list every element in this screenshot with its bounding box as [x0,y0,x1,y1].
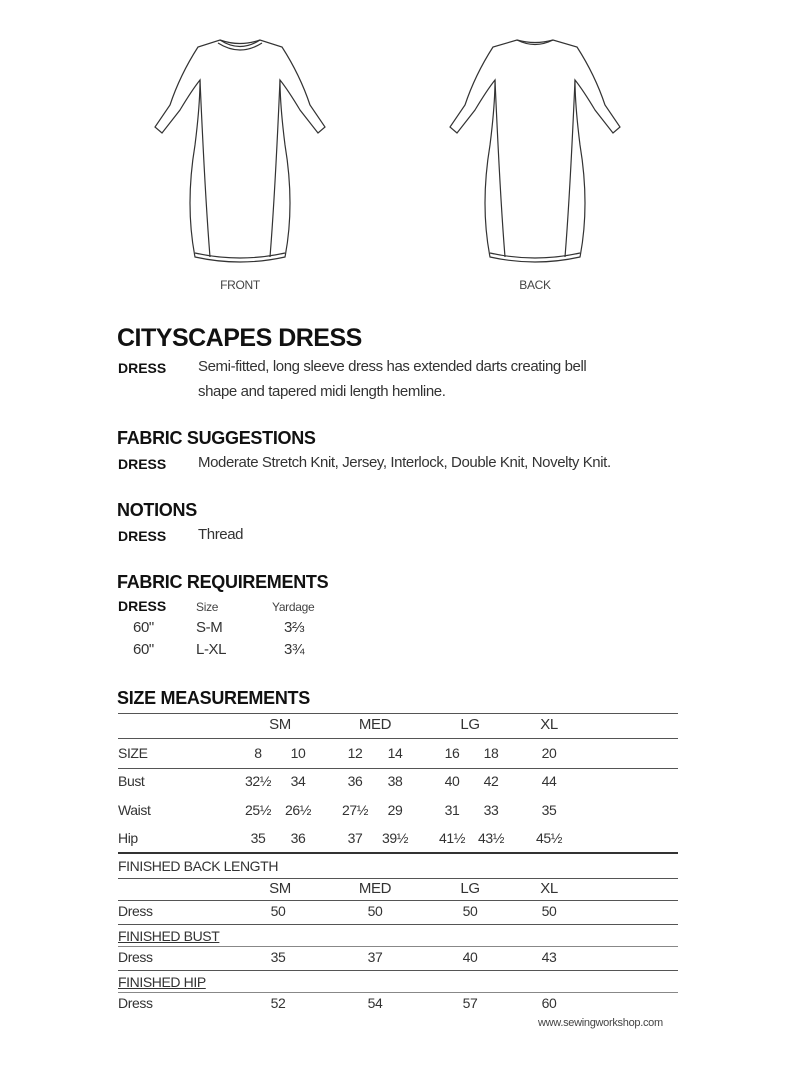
finished-back-length-heading: FINISHED BACK LENGTH [118,858,279,874]
value-cell: 10 [290,745,306,761]
group-header: LG [460,880,480,897]
value-cell: 39½ [381,830,409,846]
group-header: SM [269,716,291,733]
value-cell: 41½ [438,830,466,846]
value-cell: 14 [387,745,403,761]
notions-label: DRESS [118,528,167,544]
divider [118,852,678,854]
finished-hip-heading: FINISHED HIP [118,974,206,990]
group-header: MED [358,880,392,897]
front-dress-sketch [150,35,330,275]
fabric-suggestions-text: Moderate Stretch Knit, Jersey, Interlock, Double Knit, Novelty Knit. [198,454,611,471]
fabric-yardage: 3¾ [284,641,305,658]
value-cell: 16 [444,745,460,761]
notions-heading: NOTIONS [117,500,197,520]
value-cell: 37 [367,949,383,965]
value-cell: 34 [290,773,306,789]
description-line-1: Semi-fitted, long sleeve dress has extended darts creating bell [198,358,587,375]
fabric-width: 60" [133,619,154,636]
value-cell: 37 [347,830,363,846]
row-label: Hip [118,830,138,846]
value-cell: 31 [444,802,460,818]
value-cell: 40 [462,949,478,965]
fabric-requirements-label: DRESS [118,598,167,614]
back-label: BACK [519,278,551,292]
divider [118,878,678,879]
row-label: SIZE [118,745,148,761]
row-label: Dress [118,995,153,1011]
value-cell: 38 [387,773,403,789]
page-title: CITYSCAPES DRESS [117,324,362,352]
value-cell: 44 [541,773,557,789]
row-label: Bust [118,773,145,789]
row-label: Waist [118,802,151,818]
group-header: XL [540,880,558,897]
value-cell: 50 [367,903,383,919]
value-cell: 43½ [477,830,505,846]
value-cell: 29 [387,802,403,818]
value-cell: 50 [270,903,286,919]
value-cell: 18 [483,745,499,761]
value-cell: 27½ [341,802,369,818]
fabric-size: S-M [196,619,223,636]
fabric-yardage: 3⅔ [284,619,305,636]
value-cell: 52 [270,995,286,1011]
divider [118,946,678,947]
divider [118,992,678,993]
value-cell: 25½ [244,802,272,818]
value-cell: 36 [290,830,306,846]
value-cell: 35 [541,802,557,818]
value-cell: 50 [462,903,478,919]
fabric-width: 60" [133,641,154,658]
value-cell: 43 [541,949,557,965]
group-header: LG [460,716,480,733]
description-label: DRESS [118,360,167,376]
footer-url: www.sewingworkshop.com [538,1017,663,1029]
value-cell: 8 [254,745,262,761]
group-header: MED [358,716,392,733]
notions-text: Thread [198,526,244,543]
back-dress-sketch [445,35,625,275]
value-cell: 45½ [535,830,563,846]
value-cell: 26½ [284,802,312,818]
divider [118,738,678,739]
value-cell: 35 [250,830,266,846]
value-cell: 20 [541,745,557,761]
value-cell: 36 [347,773,363,789]
value-cell: 50 [541,903,557,919]
divider [118,924,678,925]
value-cell: 40 [444,773,460,789]
divider [118,970,678,971]
divider [118,900,678,901]
divider [118,768,678,769]
size-header: Size [196,600,219,614]
fabric-suggestions-label: DRESS [118,456,167,472]
value-cell: 42 [483,773,499,789]
value-cell: 60 [541,995,557,1011]
group-header: XL [540,716,558,733]
value-cell: 35 [270,949,286,965]
description-line-2: shape and tapered midi length hemline. [198,383,446,400]
fabric-size: L-XL [196,641,227,658]
fabric-suggestions-heading: FABRIC SUGGESTIONS [117,428,316,448]
group-header: SM [269,880,291,897]
divider [118,713,678,714]
value-cell: 33 [483,802,499,818]
value-cell: 12 [347,745,363,761]
row-label: Dress [118,949,153,965]
finished-bust-heading: FINISHED BUST [118,928,220,944]
size-measurements-heading: SIZE MEASUREMENTS [117,688,310,708]
value-cell: 54 [367,995,383,1011]
yardage-header: Yardage [272,600,315,614]
row-label: Dress [118,903,153,919]
value-cell: 57 [462,995,478,1011]
value-cell: 32½ [244,773,272,789]
fabric-requirements-heading: FABRIC REQUIREMENTS [117,572,329,592]
front-label: FRONT [220,278,260,292]
